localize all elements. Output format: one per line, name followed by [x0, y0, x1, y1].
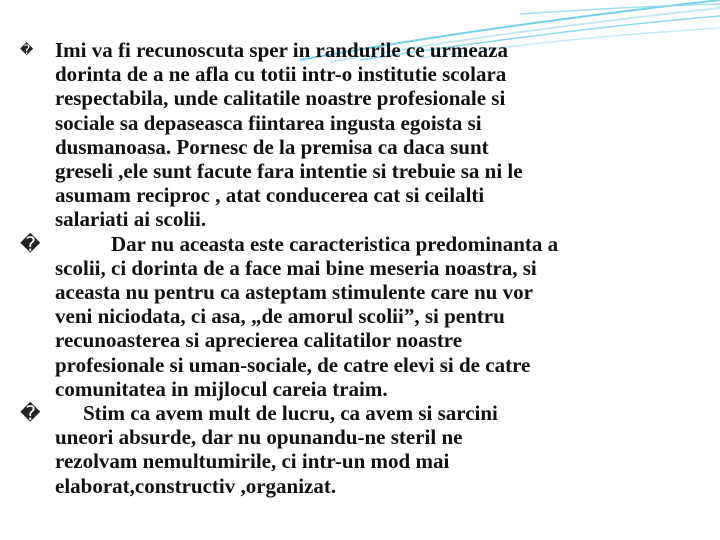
text-line: dorinta de a ne afla cu totii intr-o institutie scolara — [55, 62, 507, 87]
paragraph-2 — [20, 231, 720, 401]
text-line: uneori absurde, dar nu opunandu-ne steril ne — [55, 425, 463, 450]
text-line: dusmanoasa. Pornesc de la premisa ca daca sunt — [55, 134, 489, 159]
text-line: asumam reciproc , atat conducerea cat si ceilalti — [55, 183, 485, 208]
text-line: comunitatea in mijlocul careia traim. — [55, 376, 388, 401]
text-line: veni niciodata, ci asa, „de amorul scolii”, si pentru — [55, 304, 505, 329]
slide-body — [20, 38, 720, 498]
text-line: recunoasterea si aprecierea calitatilor noastre — [55, 328, 463, 353]
paragraph-3 — [20, 401, 720, 498]
text-line: scolii, ci dorinta de a face mai bine meseria noastra, si — [55, 255, 537, 280]
text-line: elaborat,constructiv ,organizat. — [55, 473, 337, 498]
text-line: sociale sa depaseasca fiintarea ingusta egoista si — [55, 110, 482, 135]
paragraph-1 — [20, 38, 720, 232]
text-line: greseli ,ele sunt facute fara intentie si trebuie sa ni le — [55, 159, 523, 184]
replacement-character-bullet-icon: � — [20, 401, 41, 426]
text-line: profesionale si uman-sociale, de catre elevi si de catre — [55, 352, 531, 377]
text-line: respectabila, unde calitatile noastre profesionale si — [55, 86, 506, 111]
text-line: salariati ai scolii. — [55, 207, 207, 232]
replacement-character-bullet-icon: � — [20, 231, 41, 256]
text-line: rezolvam nemultumirile, ci intr-un mod mai — [55, 449, 450, 474]
replacement-character-bullet-icon: � — [20, 43, 34, 58]
text-line: Imi va fi recunoscuta sper in randurile ce urmeaza — [55, 38, 509, 62]
text-line: Dar nu aceasta este caracteristica predominanta a — [111, 231, 559, 256]
text-line: Stim ca avem mult de lucru, ca avem si sarcini — [83, 401, 498, 426]
text-line: aceasta nu pentru ca asteptam stimulente care nu vor — [55, 280, 533, 305]
